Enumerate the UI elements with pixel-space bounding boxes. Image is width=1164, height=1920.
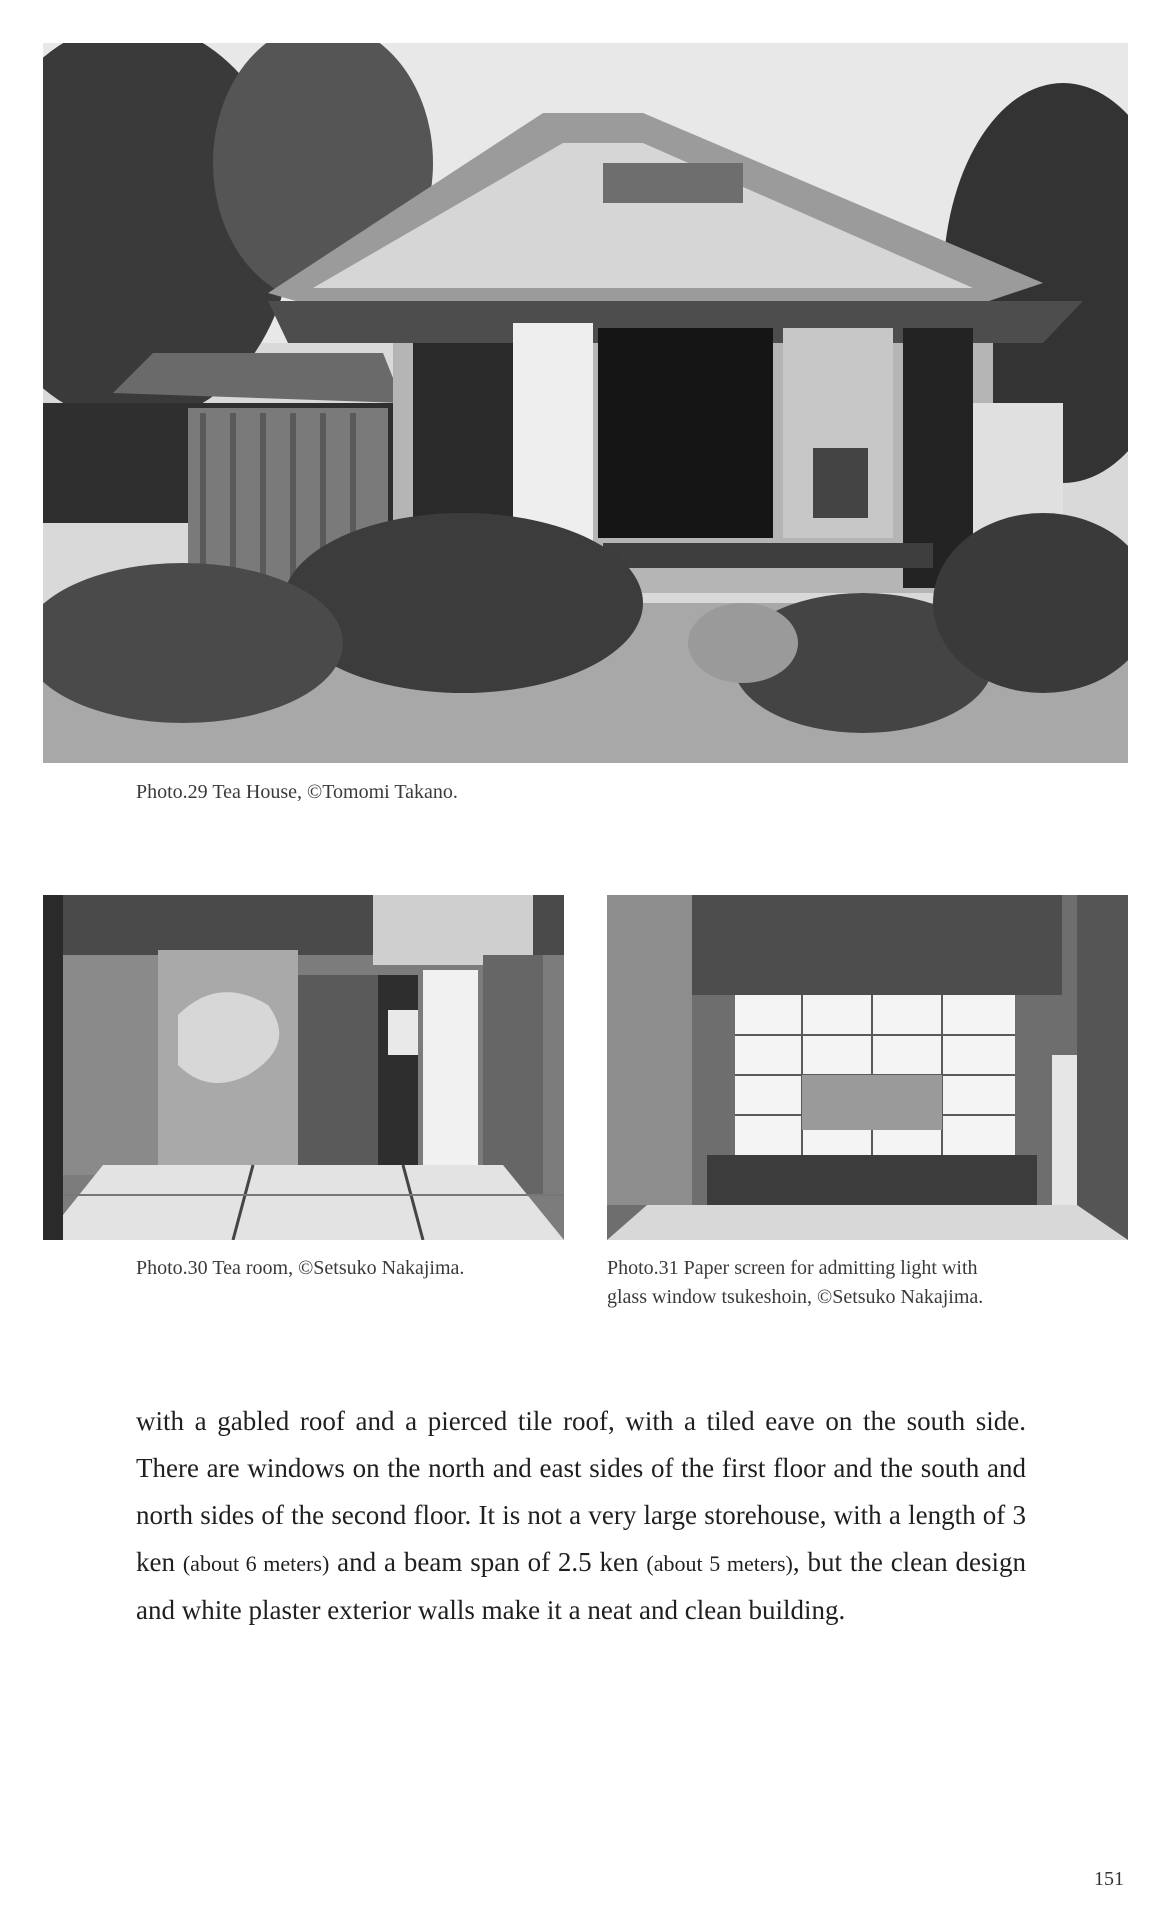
body-text-part-2: and a beam span of 2.5 ken xyxy=(329,1547,647,1577)
body-text-part-3: , but the clean design and white plaster exterior walls make it a neat and clean building. xyxy=(136,1547,1027,1625)
photo-31-caption-line-2: glass window tsukeshoin, ©Setsuko Nakajima. xyxy=(607,1286,984,1308)
body-paragraph-text xyxy=(136,1398,1026,1634)
body-text-note-2: (about 5 meters) xyxy=(646,1551,793,1576)
tea-house-photo xyxy=(43,43,1128,763)
photo-31-caption xyxy=(607,1254,983,1312)
photo-30-caption: Photo.30 Tea room, ©Setsuko Nakajima. xyxy=(136,1257,465,1279)
body-paragraph xyxy=(136,1398,1026,1634)
photo-31-caption-line-1: Photo.31 Paper screen for admitting light with xyxy=(607,1257,978,1279)
body-text-note-1: (about 6 meters) xyxy=(182,1551,330,1576)
page-number: 151 xyxy=(1094,1868,1124,1890)
paper-screen-photo xyxy=(607,895,1128,1240)
photo-29-caption: Photo.29 Tea House, ©Tomomi Takano. xyxy=(136,781,458,803)
tea-house-illustration xyxy=(43,43,1128,763)
tea-room-illustration xyxy=(43,895,564,1240)
tea-room-photo xyxy=(43,895,564,1240)
paper-screen-illustration xyxy=(607,895,1128,1240)
body-text-part-1: with a gabled roof and a pierced tile roof, with a tiled eave on the south side. There are windows on the north and east sides of the first floor and the south and north sides of the second floor. It is not a very large storehouse, with a length of 3 ken xyxy=(136,1406,1026,1577)
